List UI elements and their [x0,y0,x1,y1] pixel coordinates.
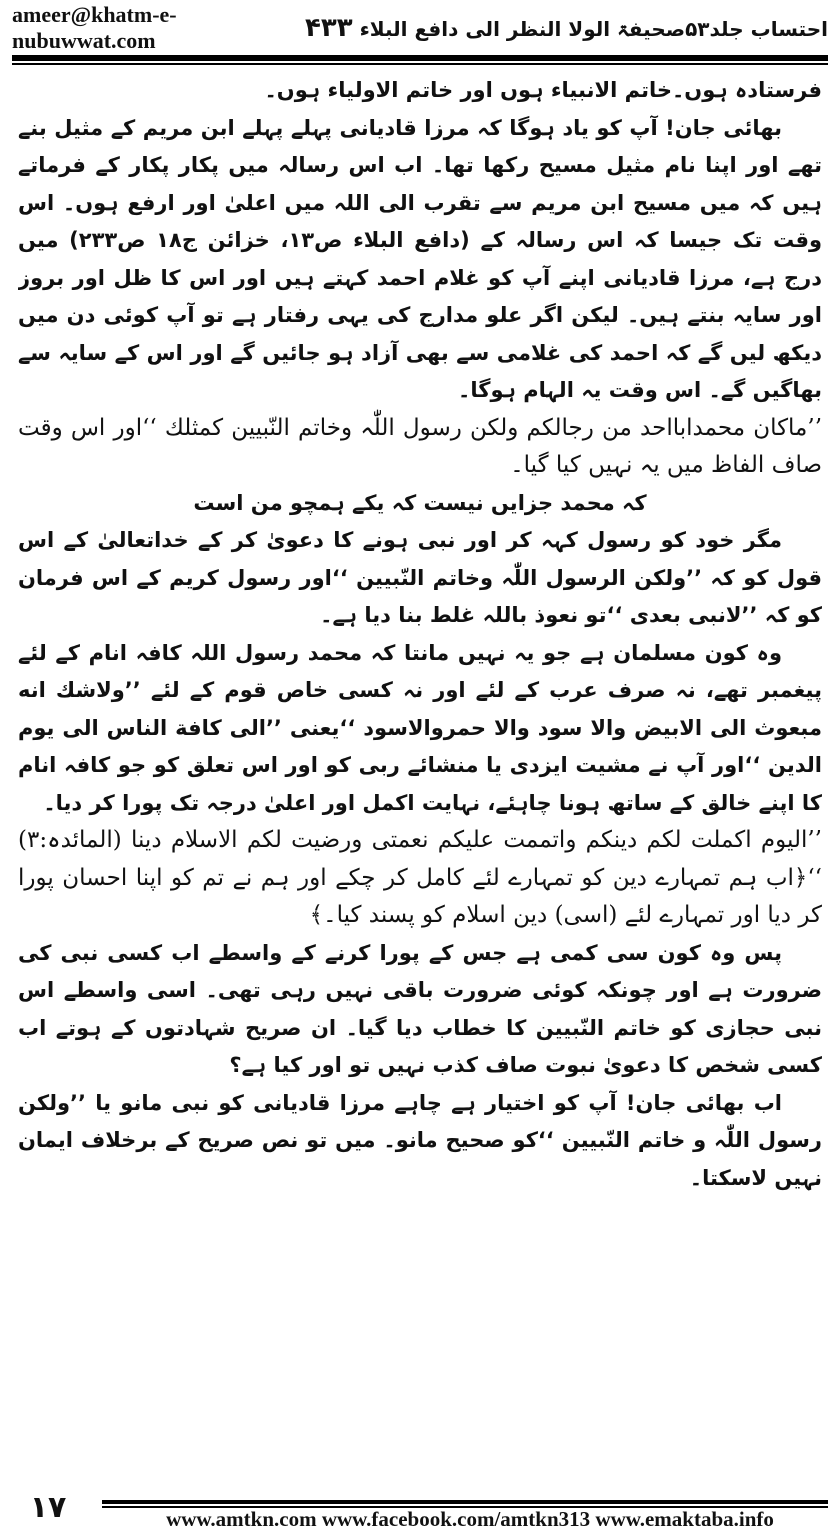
paragraph-1: فرستادہ ہوں۔خاتم الانبیاء ہوں اور خاتم الاولیاء ہوں۔ [264,78,822,102]
page-footer [12,1484,828,1534]
paragraph-8: پس وہ کون سی کمی ہے جس کے پورا کرنے کے واسطے اب کسی نبی کی ضرورت ہے اور چونکہ کوئی ضرورت باقی نہیں رہی تھی۔ اسی واسطے اس نبی حجازی کو خاتم النّبیین کا خطاب دیا گیا۔ ان صریح شہادتوں کے ہوتے اب کسی شخص کا دعویٰ نبوت صاف کذب نہیں تو اور کیا ہے؟ [18,940,822,1077]
body-text [18,72,822,1472]
page-number: ۱۷ [29,1490,67,1525]
paragraph-7-quote: ’’الیوم اکملت لکم دینکم واتممت علیکم نعمتی ورضیت لکم الاسلام دینا (المائدہ:۳) ‘‘﴿اب ہم تمہارے دین کو تمہارے لئے کامل کر چکے اور ہم نے تم کو اپنا احسان پورا کر دیا اور تمہارے لئے (اسی) دین اسلام کو پسند کیا۔﴾ [18,827,822,928]
header-title-text: احتساب جلد۵۳صحیفۃ الولا النظر الی دافع البلاء [359,17,828,41]
header-email: ameer@khatm-e-nubuwwat.com [12,2,177,53]
paragraph-2: بھائی جان! آپ کو یاد ہوگا کہ مرزا قادیانی پہلے پہلے ابن مریم کے مثیل بنے تھے اور اپنا نام مثیل مسیح رکھا تھا۔ اب اس رسالہ میں پکار پکار کے فرماتے ہیں کہ میں مسیح ابن مریم سے تقرب الی اللہ میں اعلیٰ اور ارفع ہوں۔ اس وقت تک جیسا کہ اس رسالہ کے (دافع البلاء ص۱۳، خزائن ج۱۸ ص۲۳۳) میں درج ہے، مرزا قادیانی اپنے آپ کو غلام احمد کہتے ہیں اور اس کا ظل اور بروز اور سایہ بنتے ہیں۔ لیکن اگر علو مدارج کی یہی رفتار ہے تو آپ کوئی دن میں دیکھ لیں گے کہ احمد کی غلامی سے بھی آزاد ہو جائیں گے اور اس کے سایہ سے بھاگیں گے۔ اس وقت یہ الہام ہوگا۔ [18,115,822,402]
paragraph-4-persian: کہ محمد جزایں نیست کہ یکے ہمچو من است [193,490,647,515]
footer-links: www.amtkn.com www.facebook.com/amtkn313 www.emaktaba.info [166,1507,774,1531]
paragraph-3-quote: ’’ماکان محمدابااحد من رجالکم ولکن رسول اللّٰہ وخاتم النّبیین کمثلك ‘‘اور اس وقت صاف الفاظ میں یہ نہیں کیا گیا۔ [18,414,822,478]
header-page-number: ۴۳۳ [305,13,353,43]
header-rule-thin [12,63,828,65]
page-header [12,2,828,53]
header-title [305,13,828,43]
paragraph-5: مگر خود کو رسول کہہ کر اور نبی ہونے کا دعویٰ کر کے خداتعالیٰ کے اس قول کو کہ ’’ولکن الرسول اللّٰہ وخاتم النّبیین ‘‘اور رسول کریم کے اس فرمان کو کہ ’’لانبی بعدی ‘‘تو نعوذ باللہ غلط بنا دیا ہے۔ [18,528,822,627]
header-rule-thick [12,55,828,61]
paragraph-9: اب بھائی جان! آپ کو اختیار ہے چاہے مرزا قادیانی کو نبی مانو یا ’’ولکن رسول اللّٰہ و خاتم النّبیین ‘‘کو صحیح مانو۔ میں تو نص صریح کے برخلاف ایمان نہیں لاسکتا۔ [18,1090,822,1190]
paragraph-6: وہ کون مسلمان ہے جو یہ نہیں مانتا کہ محمد رسول اللہ کافہ انام کے لئے پیغمبر تھے، نہ صرف عرب کے لئے اور نہ کسی خاص قوم کے لئے ’’ولاشك انه مبعوث الی الابیض والا سود والا حمروالاسود ‘‘یعنی ’’الی کافة الناس الی یوم الدین ‘‘اور آپ نے مشیت ایزدی یا منشائے ربی کو اور اس تعلق کو جو کافہ انام کا اپنے خالق کے ساتھ ہونا چاہئے، نہایت اکمل اور اعلیٰ درجہ تک پورا کر دیا۔ [18,640,822,815]
